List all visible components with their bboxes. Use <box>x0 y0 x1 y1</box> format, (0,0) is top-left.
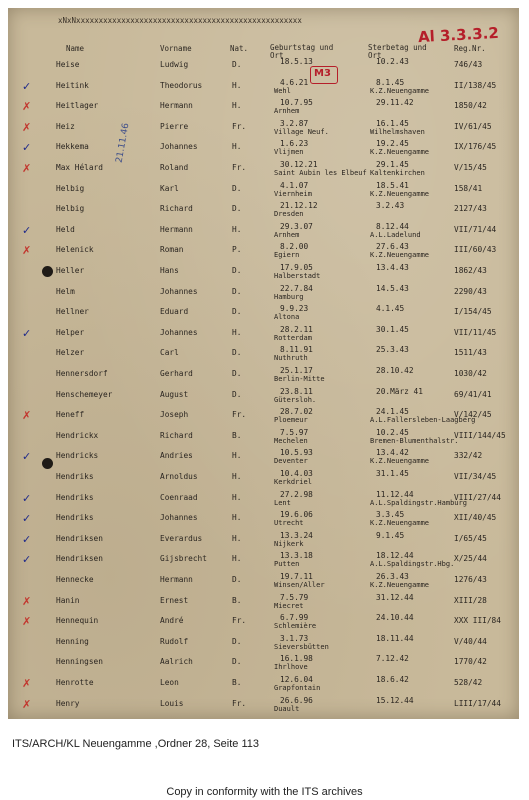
cell-name: Hekkema <box>56 142 89 152</box>
cell-birthplace: Viernheim <box>274 189 312 198</box>
cell-firstname: Johannes <box>160 286 198 296</box>
cell-birthplace: Lent <box>274 498 291 507</box>
cell-deathdate: 11.12.44 <box>376 489 414 499</box>
cell-name: Helm <box>56 286 75 296</box>
cell-birthplace: Ploemeur <box>274 416 308 425</box>
cell-firstname: Joseph <box>160 410 189 420</box>
cell-regnr: VII/71/44 <box>454 224 497 234</box>
cell-regnr: II/138/45 <box>454 80 497 90</box>
cell-nationality: H. <box>232 327 242 337</box>
cell-nationality: H. <box>232 513 242 523</box>
cell-deathdate: 10.2.43 <box>376 57 409 66</box>
column-header-nationality: Nat. <box>230 44 249 53</box>
column-header-regnr: Reg.Nr. <box>454 44 486 53</box>
cell-firstname: Hermann <box>160 101 193 111</box>
cell-birthdate: 19.7.11 <box>280 572 313 581</box>
cell-birthdate: 10.4.03 <box>280 469 313 478</box>
cell-name: Heitink <box>56 80 89 90</box>
cell-name: Hellner <box>56 307 89 317</box>
cell-deathdate: 9.1.45 <box>376 530 405 540</box>
cell-regnr: V/142/45 <box>454 410 492 420</box>
cell-regnr: I/154/45 <box>454 307 492 317</box>
cell-birthplace: Rotterdam <box>274 333 312 342</box>
cell-birthdate: 26.6.96 <box>280 695 313 705</box>
cell-birthplace: Winsen/Aller <box>274 581 325 589</box>
cell-firstname: Johannes <box>160 142 198 152</box>
cell-birthdate: 28.2.11 <box>280 324 313 334</box>
cell-nationality: D. <box>232 369 242 378</box>
cell-deathdate: 14.5.43 <box>376 283 409 293</box>
cell-birthdate: 7.5.79 <box>280 592 309 602</box>
cell-nationality: D. <box>232 307 242 317</box>
pencil-annotation-top: Al 3.3.3.2 <box>417 23 500 47</box>
cell-name: Heiz <box>56 121 75 131</box>
cell-firstname: Eduard <box>160 307 189 317</box>
cell-deathdate: 26.3.43 <box>376 572 409 581</box>
cell-deathdate: 31.12.44 <box>376 592 414 602</box>
cell-regnr: VIII/144/45 <box>454 430 506 440</box>
cell-firstname: Johannes <box>160 327 198 337</box>
cell-deathdate: 15.12.44 <box>376 695 414 705</box>
cell-birthdate: 17.9.05 <box>280 263 313 272</box>
cell-firstname: Roland <box>160 163 189 172</box>
check-mark-icon: ✓ <box>22 532 32 546</box>
cell-birthdate: 8.2.00 <box>280 242 309 252</box>
cell-birthplace: Halberstadt <box>274 272 321 280</box>
cell-nationality: D. <box>232 389 242 399</box>
cell-firstname: Richard <box>160 430 193 440</box>
cell-regnr: IX/176/45 <box>454 142 497 152</box>
cell-nationality: D. <box>232 657 242 667</box>
cell-name: Hanin <box>56 595 80 605</box>
cell-birthplace: Mechelen <box>274 436 308 445</box>
cell-firstname: Roman <box>160 245 184 255</box>
cross-mark-icon: ✗ <box>22 677 32 690</box>
cell-firstname: Hans <box>160 266 179 275</box>
cell-nationality: H. <box>232 554 242 564</box>
cell-nationality: H. <box>232 224 242 234</box>
cell-birthdate: 16.1.98 <box>280 654 313 664</box>
cell-birthplace: Altona <box>274 313 300 322</box>
cell-deathplace: K.Z.Neuengamme <box>370 581 430 589</box>
cell-deathdate: 20.März 41 <box>376 386 423 396</box>
cell-regnr: III/60/43 <box>454 245 497 255</box>
cross-mark-icon: ✗ <box>22 615 32 629</box>
archive-caption: ITS/ARCH/KL Neuengamme ,Ordner 28, Seite 113 <box>12 738 260 750</box>
cell-deathdate: 18.5.41 <box>376 180 409 190</box>
cell-nationality: Fr. <box>232 698 247 708</box>
cell-firstname: Theodorus <box>160 80 203 90</box>
cell-regnr: VII/11/45 <box>454 327 497 337</box>
check-mark-icon: ✓ <box>22 79 32 93</box>
cell-regnr: XIII/28 <box>454 595 487 605</box>
cell-nationality: D. <box>232 575 242 584</box>
cell-birthdate: 6.7.99 <box>280 613 309 623</box>
cell-regnr: XXX III/84 <box>454 616 501 626</box>
cell-deathplace: K.Z.Neuengamme <box>370 189 430 198</box>
cell-birthdate: 4.1.07 <box>280 180 309 190</box>
table-row <box>8 695 519 719</box>
cell-deathplace: K.Z.Neuengamme <box>370 457 430 466</box>
cell-nationality: B. <box>232 595 242 605</box>
cell-birthplace: Dresden <box>274 210 304 219</box>
cell-nationality: B. <box>232 678 242 687</box>
cell-firstname: Ludwig <box>160 60 189 69</box>
cell-name: Henrotte <box>56 678 94 687</box>
cell-deathdate: 8.1.45 <box>376 77 405 87</box>
cell-regnr: I/65/45 <box>454 533 487 543</box>
cell-birthplace: Ihrlhove <box>274 663 308 672</box>
cell-name: Heise <box>56 60 80 69</box>
cross-mark-icon: ✗ <box>22 162 32 175</box>
cell-birthdate: 22.7.84 <box>280 283 313 293</box>
cell-deathdate: 27.6.43 <box>376 242 409 252</box>
cell-regnr: 2127/43 <box>454 204 487 214</box>
cell-regnr: 1862/43 <box>454 266 487 275</box>
cell-name: Helper <box>56 327 85 337</box>
cell-name: Hennecke <box>56 575 94 584</box>
cell-firstname: Everardus <box>160 533 203 543</box>
cell-firstname: Carl <box>160 348 179 358</box>
cell-deathdate: 24.10.44 <box>376 613 414 623</box>
cell-birthplace: Wehl <box>274 86 291 95</box>
cross-mark-icon: ✗ <box>22 244 32 258</box>
cell-birthplace: Putten <box>274 560 300 569</box>
cell-deathdate: 19.2.45 <box>376 139 409 149</box>
cell-name: Held <box>56 224 75 234</box>
cell-regnr: XII/40/45 <box>454 513 497 523</box>
cell-firstname: Hermann <box>160 224 193 234</box>
cell-birthdate: 28.7.02 <box>280 407 313 417</box>
cross-mark-icon: ✗ <box>22 100 32 114</box>
cell-deathplace: K.Z.Neuengamme <box>370 148 430 157</box>
cell-birthplace: Berlin-Mitte <box>274 375 325 383</box>
cell-nationality: D. <box>232 204 242 214</box>
cell-deathdate: 18.11.44 <box>376 633 414 643</box>
cell-deathdate: 3.3.45 <box>376 510 405 520</box>
cell-name: Hendricks <box>56 451 99 461</box>
check-mark-icon: ✓ <box>22 326 32 340</box>
cell-deathdate: 28.10.42 <box>376 366 414 375</box>
cell-nationality: H. <box>232 451 242 461</box>
cell-birthplace: Duault <box>274 704 300 713</box>
cell-deathdate: 25.3.43 <box>376 345 409 355</box>
cell-birthplace: Grapfontain <box>274 684 321 692</box>
cell-deathplace: K.Z.Neuengamme <box>370 251 430 260</box>
cell-deathdate: 29.1.45 <box>376 160 409 169</box>
cell-regnr: 1276/43 <box>454 575 487 584</box>
cell-birthdate: 7.5.97 <box>280 427 309 437</box>
cross-mark-icon: ✗ <box>22 120 32 134</box>
cell-nationality: D. <box>232 636 242 646</box>
scanned-document <box>8 8 519 719</box>
cell-name: Max Hélard <box>56 163 103 172</box>
cell-birthplace: Arnhem <box>274 230 300 239</box>
cell-regnr: 746/43 <box>454 60 483 69</box>
check-mark-icon: ✓ <box>22 223 32 237</box>
cell-firstname: Pierre <box>160 121 189 131</box>
cell-nationality: D. <box>232 286 242 296</box>
cell-firstname: Louis <box>160 698 184 708</box>
cell-deathdate: 10.2.45 <box>376 427 409 437</box>
cell-name: Hennequin <box>56 616 99 626</box>
cell-regnr: 1511/43 <box>454 348 487 358</box>
cell-deathplace: A.L.Ladelund <box>370 230 421 239</box>
cell-firstname: Richard <box>160 204 193 214</box>
cell-name: Hendriksen <box>56 533 103 543</box>
cell-birthdate: 19.6.06 <box>280 510 313 520</box>
struck-header: xNxNxxxxxxxxxxxxxxxxxxxxxxxxxxxxxxxxxxxxxxxxxxxxxxxxxx <box>58 16 302 25</box>
cell-deathdate: 18.6.42 <box>376 675 409 684</box>
cell-firstname: Arnoldus <box>160 472 198 481</box>
cell-nationality: H. <box>232 492 242 502</box>
cell-birthdate: 23.8.11 <box>280 386 313 396</box>
cross-mark-icon: ✗ <box>22 409 32 423</box>
cell-name: Helenick <box>56 245 94 255</box>
cell-birthdate: 3.1.73 <box>280 633 309 643</box>
cell-deathdate: 13.4.43 <box>376 263 409 272</box>
cell-deathplace: Kaltenkirchen <box>370 169 425 177</box>
cell-firstname: Gerhard <box>160 369 193 378</box>
cell-birthdate: 10.7.95 <box>280 98 313 108</box>
cell-birthdate: 4.6.21 <box>280 77 309 87</box>
cell-firstname: Aalrich <box>160 657 193 667</box>
cell-name: Henschemeyer <box>56 389 113 399</box>
cell-regnr: 69/41/41 <box>454 389 492 399</box>
cell-birthdate: 29.3.07 <box>280 221 313 231</box>
check-mark-icon: ✓ <box>22 141 32 155</box>
cell-deathdate: 16.1.45 <box>376 118 409 128</box>
cell-firstname: August <box>160 389 189 399</box>
cell-nationality: D. <box>232 183 242 193</box>
cell-birthdate: 1.6.23 <box>280 139 309 149</box>
cell-deathdate: 29.11.42 <box>376 98 414 108</box>
cell-birthdate: 8.11.91 <box>280 345 313 355</box>
cell-deathdate: 30.1.45 <box>376 324 409 334</box>
cell-birthdate: 9.9.23 <box>280 304 309 314</box>
cell-name: Helbig <box>56 204 85 214</box>
cell-birthplace: Miecret <box>274 601 304 610</box>
cell-nationality: H. <box>232 533 242 543</box>
cell-deathplace: Bremen-Blumenthalstr. <box>370 436 459 445</box>
check-mark-icon: ✓ <box>22 553 32 567</box>
cell-birthdate: 3.2.87 <box>280 118 309 128</box>
cell-deathdate: 24.1.45 <box>376 407 409 417</box>
cell-nationality: H. <box>232 472 242 481</box>
cell-birthplace: Deventer <box>274 457 308 466</box>
cell-name: Hendriks <box>56 472 94 481</box>
cell-firstname: Andries <box>160 451 193 461</box>
cell-name: Hendriks <box>56 492 94 502</box>
cell-regnr: VII/34/45 <box>454 472 497 481</box>
cell-firstname: Gijsbrecht <box>160 554 207 564</box>
cell-birthplace: Nuthruth <box>274 354 308 363</box>
cell-deathdate: 8.12.44 <box>376 221 409 231</box>
cell-birthdate: 27.2.98 <box>280 489 313 499</box>
cell-name: Heneff <box>56 410 85 420</box>
cell-regnr: LIII/17/44 <box>454 698 501 708</box>
cell-name: Henningsen <box>56 657 103 667</box>
check-mark-icon: ✓ <box>22 491 32 505</box>
cell-firstname: Rudolf <box>160 636 189 646</box>
cell-regnr: 1770/42 <box>454 657 487 667</box>
cell-regnr: 1030/42 <box>454 369 487 378</box>
cell-birthdate: 21.12.12 <box>280 201 318 211</box>
cell-birthplace: Sieversbütten <box>274 642 329 651</box>
cell-regnr: V/40/44 <box>454 636 487 646</box>
check-mark-icon: ✓ <box>22 450 32 464</box>
cell-deathdate: 18.12.44 <box>376 551 414 561</box>
column-header-name: Name <box>66 44 85 53</box>
cell-regnr: 2290/43 <box>454 286 487 296</box>
cell-birthdate: 10.5.93 <box>280 448 313 458</box>
column-header-birth: Geburtstag und Ort <box>270 43 334 60</box>
cell-regnr: VIII/27/44 <box>454 492 501 502</box>
cell-regnr: 1850/42 <box>454 101 487 111</box>
cell-firstname: Hermann <box>160 575 193 584</box>
cell-name: Heitlager <box>56 101 99 111</box>
cell-birthplace: Schlemière <box>274 622 317 631</box>
cell-regnr: 158/41 <box>454 183 483 193</box>
cell-deathplace: A.L.Fallersleben-Laagberg <box>370 416 476 425</box>
cell-birthdate: 25.1.17 <box>280 366 313 375</box>
cell-firstname: Johannes <box>160 513 198 523</box>
cell-nationality: Fr. <box>232 163 247 172</box>
cell-firstname: Ernest <box>160 595 189 605</box>
cell-birthplace: Utrecht <box>274 519 304 528</box>
cell-deathplace: K.Z.Neuengamme <box>370 519 430 528</box>
cell-birthplace: Saint Aubin les Elbeuf <box>274 169 367 177</box>
cell-birthdate: 18.5.13 <box>280 57 313 66</box>
cell-name: Helbig <box>56 183 85 193</box>
cell-nationality: Fr. <box>232 121 247 131</box>
cell-nationality: B. <box>232 430 242 440</box>
cell-birthplace: Vlijmen <box>274 148 304 157</box>
cell-deathdate: 7.12.42 <box>376 654 409 664</box>
cell-deathdate: 31.1.45 <box>376 469 409 478</box>
cell-birthplace: Egiern <box>274 251 300 260</box>
check-mark-icon: ✓ <box>22 512 32 526</box>
cell-nationality: D. <box>232 266 242 275</box>
cell-deathdate: 3.2.43 <box>376 201 405 211</box>
cell-birthplace: Gütersloh. <box>274 395 317 404</box>
cross-mark-icon: ✗ <box>22 697 32 711</box>
cell-firstname: Coenraad <box>160 492 198 502</box>
cell-birthplace: Kerkdriel <box>274 478 312 486</box>
cell-nationality: H. <box>232 101 242 111</box>
cell-nationality: H. <box>232 80 242 90</box>
cell-firstname: Karl <box>160 183 179 193</box>
cell-regnr: 332/42 <box>454 451 483 461</box>
cell-regnr: 528/42 <box>454 678 483 687</box>
cell-regnr: IV/61/45 <box>454 121 492 131</box>
pencil-side-note: 21.11.46 <box>114 122 132 164</box>
cell-name: Heller <box>56 266 85 275</box>
cell-nationality: H. <box>232 142 242 152</box>
cell-birthplace: Arnhem <box>274 107 300 116</box>
cell-deathplace: A.L.Spaldingstr.Hbg. <box>370 560 455 569</box>
cell-name: Helzer <box>56 348 85 358</box>
cell-nationality: P. <box>232 245 242 255</box>
cell-name: Henry <box>56 698 80 708</box>
pencil-box-annotation: M3 <box>310 66 338 84</box>
column-header-death: Sterbetag und Ort <box>368 43 427 60</box>
cell-nationality: Fr. <box>232 616 247 626</box>
cell-birthdate: 30.12.21 <box>280 160 318 169</box>
cross-mark-icon: ✗ <box>22 594 32 608</box>
cell-birthdate: 12.6.04 <box>280 675 313 684</box>
cell-name: Hennersdorf <box>56 369 108 378</box>
cell-birthdate: 13.3.18 <box>280 551 313 561</box>
cell-regnr: X/25/44 <box>454 554 487 564</box>
cell-firstname: Leon <box>160 678 179 687</box>
cell-birthdate: 13.3.24 <box>280 530 313 540</box>
column-header-firstname: Vorname <box>160 44 192 53</box>
cell-deathplace: A.L.Spaldingstr.Hamburg <box>370 498 467 507</box>
cell-birthplace: Nijkerk <box>274 539 304 548</box>
cell-deathdate: 4.1.45 <box>376 304 405 314</box>
cell-birthplace: Hamburg <box>274 292 304 301</box>
cell-name: Hendriksen <box>56 554 103 564</box>
cell-deathdate: 13.4.42 <box>376 448 409 458</box>
cell-birthplace: Village Neuf. <box>274 127 329 136</box>
cell-name: Hendriks <box>56 513 94 523</box>
cell-regnr: V/15/45 <box>454 163 487 172</box>
cell-nationality: Fr. <box>232 410 247 420</box>
cell-nationality: D. <box>232 60 242 69</box>
copy-footer: Copy in conformity with the ITS archives <box>166 786 363 798</box>
cell-deathplace: Wilhelmshaven <box>370 127 425 136</box>
cell-name: Henning <box>56 636 89 646</box>
cell-deathplace: K.Z.Neuengamme <box>370 86 430 95</box>
cell-nationality: D. <box>232 348 242 358</box>
cell-firstname: André <box>160 616 184 626</box>
cell-name: Hendrickx <box>56 430 99 440</box>
